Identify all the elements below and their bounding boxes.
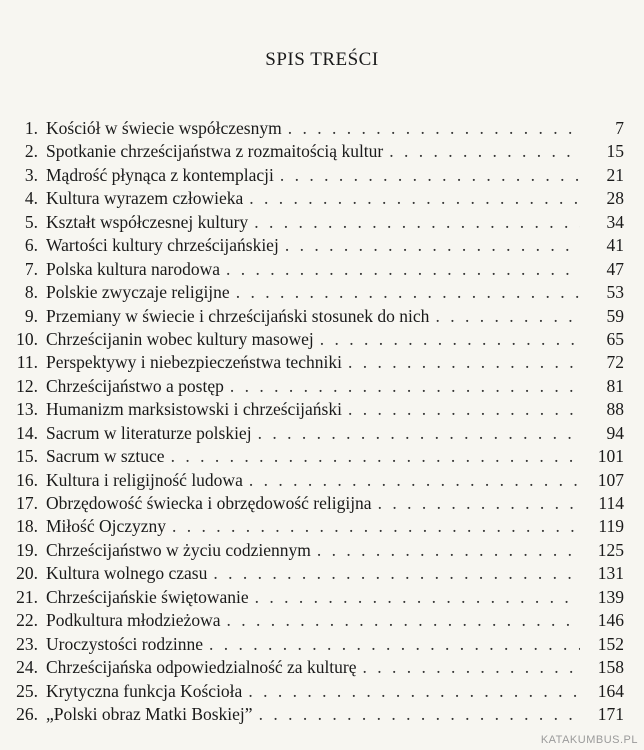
toc-entry-page-number: 107 <box>597 469 624 490</box>
toc-entry-body <box>46 539 624 562</box>
toc-leader-dots <box>285 234 580 257</box>
toc-entry <box>12 140 624 163</box>
toc-entry-page-number: 119 <box>598 516 624 537</box>
toc-entry-page-number: 65 <box>606 328 624 349</box>
toc-entry-page-number: 47 <box>606 258 624 279</box>
toc-entry-page-number: 164 <box>597 680 624 701</box>
toc-entry-page-number: 59 <box>606 305 624 326</box>
toc-entry-body <box>46 703 624 726</box>
toc-entry-body <box>46 586 624 609</box>
toc-entry-body <box>46 281 624 304</box>
toc-entry-page-number: 152 <box>597 633 624 654</box>
toc-entry-page-number: 158 <box>597 657 624 678</box>
toc-entry <box>12 445 624 468</box>
toc-entry-body <box>46 680 624 703</box>
toc-leader-dots <box>288 117 580 140</box>
toc-entry <box>12 586 624 609</box>
toc-entry-number: 21. <box>16 586 38 607</box>
toc-entry-body <box>46 258 624 281</box>
toc-entry-title: „Polski obraz Matki Boskiej” <box>46 703 253 724</box>
toc-entry-page-number: 114 <box>598 493 624 513</box>
toc-entry-title: Humanizm marksistowski i chrześcijański <box>46 399 342 420</box>
toc-entry-title: Kultura i religijność ludowa <box>46 469 243 490</box>
toc-entry-page-number: 28 <box>606 188 624 209</box>
toc-entry-title: Przemiany w świecie i chrześcijański stosunek do nich <box>46 305 430 326</box>
toc-entry-title: Chrześcijańskie świętowanie <box>46 586 249 607</box>
toc-entry-title: Mądrość płynąca z kontemplacji <box>46 164 274 185</box>
toc-leader-dots <box>209 633 580 656</box>
toc-entry-number: 2. <box>24 141 38 162</box>
toc-leader-dots <box>226 258 580 281</box>
toc-entry <box>12 680 624 703</box>
toc-leader-dots <box>280 164 580 187</box>
toc-entry <box>12 164 624 187</box>
toc-entry-title: Wartości kultury chrześcijańskiej <box>46 235 279 256</box>
toc-entry <box>12 234 624 257</box>
toc-leader-dots <box>320 328 580 351</box>
toc-entry-title: Kultura wyrazem człowieka <box>46 188 244 209</box>
toc-entry-number: 7. <box>24 258 38 279</box>
toc-leader-dots <box>172 515 580 538</box>
toc-entry-page-number: 21 <box>606 164 624 185</box>
toc-entry-page-number: 53 <box>606 282 624 303</box>
toc-entry <box>12 539 624 562</box>
toc-entry-title: Uroczystości rodzinne <box>46 633 203 654</box>
toc-entry-page-number: 41 <box>606 235 624 256</box>
toc-entry-body <box>46 633 624 656</box>
toc-entry-body <box>46 562 624 585</box>
toc-entry <box>12 398 624 421</box>
toc-entry-number: 14. <box>16 422 38 443</box>
page-title: SPIS TREŚCI <box>265 49 379 70</box>
toc-leader-dots <box>435 305 580 328</box>
toc-entry-title: Krytyczna funkcja Kościoła <box>46 680 243 701</box>
toc-entry <box>12 562 624 585</box>
toc-leader-dots <box>249 187 580 210</box>
toc-entry-number: 20. <box>16 563 38 584</box>
toc-entry <box>12 422 624 445</box>
toc-entry-number: 16. <box>16 469 38 490</box>
toc-entry-number: 26. <box>16 703 38 724</box>
toc-entry-number: 6. <box>24 235 38 256</box>
toc-entry <box>12 703 624 726</box>
toc-leader-dots <box>248 680 580 703</box>
toc-entry-body <box>46 328 624 351</box>
toc-entry <box>12 117 624 140</box>
toc-entry <box>12 305 624 328</box>
toc-entry-title: Podkultura młodzieżowa <box>46 610 221 631</box>
toc-entry-number: 17. <box>16 493 38 513</box>
toc-entry-title: Polskie zwyczaje religijne <box>46 282 230 303</box>
toc-entry <box>12 281 624 304</box>
toc-entry <box>12 609 624 632</box>
toc-entry-body <box>46 609 624 632</box>
toc-entry-number: 4. <box>24 188 38 209</box>
toc-leader-dots <box>171 445 580 468</box>
toc-entry-body <box>46 515 624 538</box>
toc-leader-dots <box>249 469 580 492</box>
toc-entry-title: Chrześcijaństwo a postęp <box>46 375 224 396</box>
toc-entry-number: 18. <box>16 516 38 537</box>
toc-entry-number: 9. <box>24 305 38 326</box>
toc-entry-number: 10. <box>16 328 38 349</box>
toc-entry-number: 24. <box>16 657 38 678</box>
toc-entry <box>12 515 624 538</box>
toc-entry-title: Sacrum w literaturze polskiej <box>46 422 252 443</box>
toc-entry-body <box>46 375 624 398</box>
toc-leader-dots <box>258 422 580 445</box>
toc-leader-dots <box>226 609 580 632</box>
toc-leader-dots <box>236 281 580 304</box>
toc-entry-body <box>46 351 624 374</box>
toc-entry-page-number: 171 <box>597 703 624 724</box>
toc-entry-body <box>46 305 624 328</box>
toc-entry-title: Perspektywy i niebezpieczeństwa techniki <box>46 352 342 373</box>
toc-entry-page-number: 88 <box>606 399 624 420</box>
toc-entry-body <box>46 398 624 421</box>
toc-entry-number: 8. <box>24 282 38 303</box>
toc-entry-number: 15. <box>16 446 38 467</box>
toc-leader-dots <box>259 703 580 726</box>
toc-leader-dots <box>317 539 580 562</box>
toc-entry-page-number: 81 <box>606 375 624 396</box>
toc-entry-title: Polska kultura narodowa <box>46 258 220 279</box>
toc-entry-page-number: 101 <box>597 446 624 467</box>
toc-entry <box>12 633 624 656</box>
toc-entry-number: 19. <box>16 539 38 560</box>
toc-entry-page-number: 146 <box>597 610 624 631</box>
toc-entry-number: 23. <box>16 633 38 654</box>
toc-entry-page-number: 94 <box>606 422 624 443</box>
toc-entry <box>12 211 624 234</box>
toc-entry-body <box>46 422 624 445</box>
toc-entry-number: 3. <box>24 164 38 185</box>
toc-entry-page-number: 34 <box>606 211 624 232</box>
toc-leader-dots <box>389 140 580 163</box>
toc-entry-page-number: 139 <box>597 586 624 607</box>
toc-entry-title: Obrzędowość świecka i obrzędowość religijna <box>46 493 372 513</box>
toc-entry <box>12 328 624 351</box>
toc-entry-page-number: 131 <box>597 563 624 584</box>
toc-entry-number: 13. <box>16 399 38 420</box>
toc-entry-title: Spotkanie chrześcijaństwa z rozmaitością kultur <box>46 141 384 162</box>
toc-leader-dots <box>255 586 580 609</box>
toc-entry-title: Kształt współczesnej kultury <box>46 211 249 232</box>
toc-leader-dots <box>254 211 580 234</box>
toc-entry-page-number: 15 <box>606 141 624 162</box>
toc-entry-number: 25. <box>16 680 38 701</box>
toc-entry-title: Chrześcijanin wobec kultury masowej <box>46 328 314 349</box>
toc-entry-body <box>46 492 624 515</box>
table-of-contents <box>12 117 624 726</box>
toc-entry <box>12 351 624 374</box>
toc-entry <box>12 492 624 515</box>
toc-leader-dots <box>348 398 580 421</box>
toc-entry <box>12 187 624 210</box>
toc-entry <box>12 656 624 679</box>
toc-entry-body <box>46 656 624 679</box>
toc-entry-number: 22. <box>16 610 38 631</box>
toc-leader-dots <box>230 375 580 398</box>
toc-entry-body <box>46 234 624 257</box>
toc-entry-number: 1. <box>24 118 38 138</box>
toc-entry-page-number: 125 <box>597 539 624 560</box>
toc-entry-page-number: 72 <box>606 352 624 373</box>
toc-entry-body <box>46 445 624 468</box>
toc-entry <box>12 258 624 281</box>
toc-entry-body <box>46 469 624 492</box>
toc-entry <box>12 469 624 492</box>
toc-entry-number: 12. <box>16 375 38 396</box>
toc-entry-title: Sacrum w sztuce <box>46 446 165 467</box>
toc-leader-dots <box>363 656 580 679</box>
toc-entry-title: Kościół w świecie współczesnym <box>46 118 282 138</box>
toc-entry-title: Chrześcijańska odpowiedzialność za kulturę <box>46 657 357 678</box>
toc-entry-body <box>46 140 624 163</box>
watermark: KATAKUMBUS.PL <box>540 734 638 746</box>
toc-entry-number: 11. <box>16 352 38 373</box>
toc-entry-body <box>46 117 624 140</box>
toc-entry <box>12 375 624 398</box>
toc-entry-number: 5. <box>24 211 38 232</box>
toc-entry-title: Kultura wolnego czasu <box>46 563 208 584</box>
toc-entry-title: Chrześcijaństwo w życiu codziennym <box>46 539 311 560</box>
toc-entry-body <box>46 164 624 187</box>
toc-entry-page-number: 7 <box>615 118 624 138</box>
toc-leader-dots <box>378 492 580 515</box>
toc-entry-body <box>46 187 624 210</box>
toc-entry-body <box>46 211 624 234</box>
toc-entry-title: Miłość Ojczyzny <box>46 516 167 537</box>
toc-leader-dots <box>213 562 580 585</box>
toc-leader-dots <box>348 351 580 374</box>
